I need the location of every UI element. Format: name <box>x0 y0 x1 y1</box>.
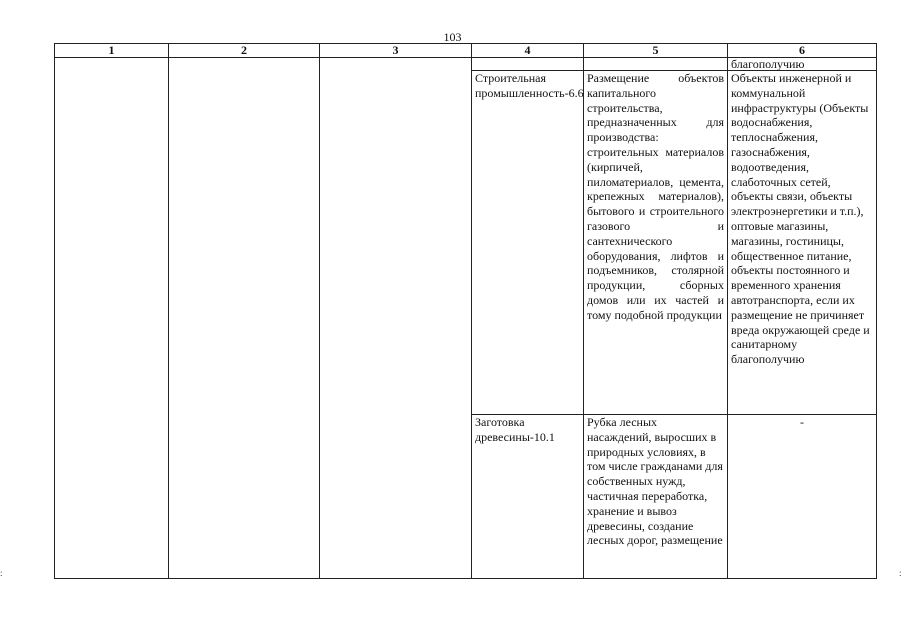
row0-col4-cell <box>472 58 584 71</box>
row1-col5-cell: Размещение объектов капитального строительства, предназначенных для производства: строительных материалов (кирпичей, пиломатериалов, цемента, крепежных материалов), бытового и строительного газового и сантехнического оборудования, лифтов и подъемников, столярной продукции, сборных домов или их частей и тому подобной продукции <box>584 71 728 415</box>
column-header-5: 5 <box>584 44 728 58</box>
row2-col6-cell: - <box>728 415 877 579</box>
row0-col6-cell: благополучию <box>728 58 877 71</box>
row2-col4-cell: Заготовка древесины-10.1 <box>472 415 584 579</box>
row0-col5-cell <box>584 58 728 71</box>
land-use-table <box>54 43 877 579</box>
table-row <box>55 58 877 71</box>
right-margin-mark: : <box>899 568 902 578</box>
row1-col6-cell: Объекты инженерной и коммунальной инфраструктуры (Объекты водоснабжения, теплоснабжения, газоснабжения, водоотведения, слаботочных сетей, объекты связи, объекты электроэнергетики и т.п.), оптовые магазины, магазины, гостиницы, общественное питание, объекты постоянного и временного хранения автотранспорта, если их размещение не причиняет вреда окружающей среде и санитарному благополучию <box>728 71 877 415</box>
column-3-cell <box>320 58 472 579</box>
column-header-6: 6 <box>728 44 877 58</box>
column-header-3: 3 <box>320 44 472 58</box>
column-header-4: 4 <box>472 44 584 58</box>
column-header-2: 2 <box>169 44 320 58</box>
column-1-cell <box>55 58 169 579</box>
row2-col5-cell: Рубка лесных насаждений, выросших в природных условиях, в том числе гражданами для собственных нужд, частичная переработка, хранение и вывоз древесины, создание лесных дорог, размещение <box>584 415 728 579</box>
column-2-cell <box>169 58 320 579</box>
page-number: 103 <box>443 30 462 44</box>
column-header-1: 1 <box>55 44 169 58</box>
left-margin-mark: : <box>0 568 3 578</box>
row1-col4-cell: Строительная промышленность-6.6 <box>472 71 584 415</box>
header-row <box>55 44 877 58</box>
